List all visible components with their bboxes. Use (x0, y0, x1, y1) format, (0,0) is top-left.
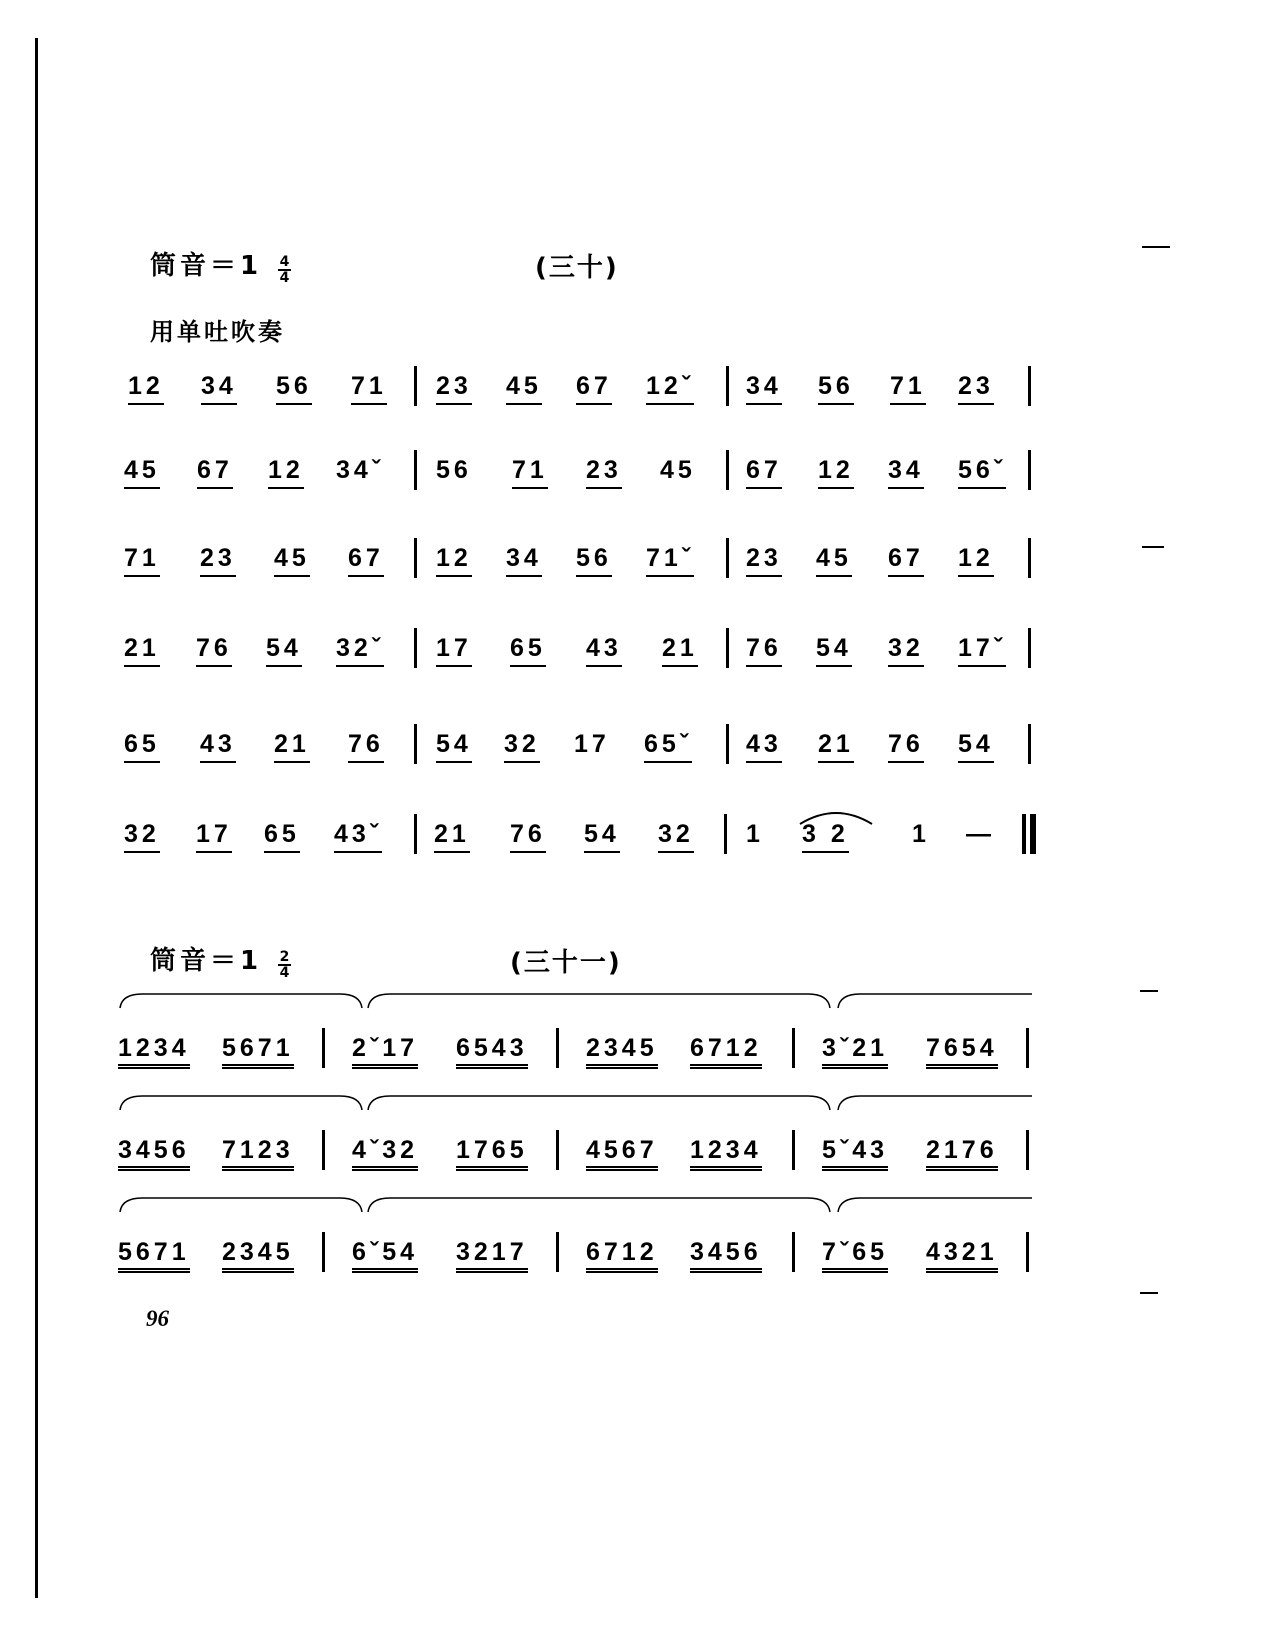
note-group: 67 (197, 456, 233, 489)
staff-line (118, 1232, 1036, 1278)
note-group: 5671 (222, 1034, 294, 1069)
note-group: 32 (888, 634, 924, 667)
note-group: 4ˇ32 (352, 1136, 418, 1171)
note-group: 76 (196, 634, 232, 667)
barline (322, 1232, 325, 1272)
time-signature: $\frac{4}{4}$ (279, 253, 290, 286)
note-group: 32ˇ (336, 634, 384, 667)
note-group: 76 (746, 634, 782, 667)
note-group: 65ˇ (644, 730, 692, 763)
note-group: 3456 (690, 1238, 762, 1273)
note-group: 17ˇ (958, 634, 1006, 667)
barline (1028, 538, 1031, 578)
note-group: 4321 (926, 1238, 998, 1273)
note-group: 3217 (456, 1238, 528, 1273)
note-group: 54 (266, 634, 302, 667)
note-group: 56 (576, 544, 612, 577)
barline (414, 366, 417, 406)
note-group: 67 (348, 544, 384, 577)
note-group: 23 (586, 456, 622, 489)
barline (1028, 628, 1031, 668)
key-signature: 筒音＝1 (150, 946, 263, 976)
phrase-slur-icon (118, 1192, 1036, 1216)
barline (322, 1130, 325, 1170)
staff-line (118, 538, 1036, 584)
barline (726, 724, 729, 764)
note-group: 45 (816, 544, 852, 577)
barline (1028, 450, 1031, 490)
note-group: 12 (436, 544, 472, 577)
note-group: 23 (746, 544, 782, 577)
note-group: 65 (510, 634, 546, 667)
note-group: 12 (128, 372, 164, 405)
note-group: 76 (888, 730, 924, 763)
barline (724, 814, 727, 854)
note-group: 17 (436, 634, 472, 667)
note-group: 6543 (456, 1034, 528, 1069)
note-group: 45 (274, 544, 310, 577)
barline (1026, 1028, 1029, 1068)
note-group: 1234 (118, 1034, 190, 1069)
phrase-slur-icon (118, 1090, 1036, 1114)
barline (1028, 724, 1031, 764)
note-group: 7123 (222, 1136, 294, 1171)
note-group: 43 (200, 730, 236, 763)
note-group: 32 (124, 820, 160, 853)
note-group: 7ˇ65 (822, 1238, 888, 1273)
barline (556, 1028, 559, 1068)
note-group: 6712 (690, 1034, 762, 1069)
note-group: 2345 (222, 1238, 294, 1273)
barline (414, 538, 417, 578)
edge-mark (1140, 1292, 1158, 1294)
note-group: 1234 (690, 1136, 762, 1171)
note-group: 34ˇ (336, 456, 385, 484)
playing-instruction: 用单吐吹奏 (150, 318, 285, 346)
note-group: 3ˇ21 (822, 1034, 888, 1069)
barline (414, 628, 417, 668)
staff-line (118, 450, 1036, 496)
note-group: 6712 (586, 1238, 658, 1273)
note-group: 76 (510, 820, 546, 853)
edge-mark (1142, 546, 1164, 548)
note-group: 5671 (118, 1238, 190, 1273)
note-group: 34 (746, 372, 782, 405)
note-group: 23 (436, 372, 472, 405)
barline (556, 1130, 559, 1170)
note-group: 71 (351, 372, 387, 405)
barline (556, 1232, 559, 1272)
note-group: 21 (818, 730, 854, 763)
note-group: 43 (746, 730, 782, 763)
note-group: 54 (816, 634, 852, 667)
note-group: 32 (658, 820, 694, 853)
note-group: 21 (274, 730, 310, 763)
note-group: 21 (662, 634, 698, 667)
note-group: 17 (196, 820, 232, 853)
note-group: 3456 (118, 1136, 190, 1171)
note-group: 67 (746, 456, 782, 489)
note-group: 6ˇ54 (352, 1238, 418, 1273)
note-group: 65 (264, 820, 300, 853)
note-group: 76 (348, 730, 384, 763)
note-group: 12 (958, 544, 994, 577)
note-group: 45 (124, 456, 160, 489)
note-group: 34 (201, 372, 237, 405)
note-group: 12 (818, 456, 854, 489)
final-barline-thick (1030, 814, 1036, 854)
time-signature: $\frac{2}{4}$ (279, 948, 290, 981)
note-group: 65 (124, 730, 160, 763)
note-group: 1 (746, 820, 764, 848)
note-group: 34 (888, 456, 924, 489)
note-group: 45 (660, 456, 696, 484)
note-group: 17 (574, 730, 610, 758)
barline (792, 1028, 795, 1068)
note-group: — (966, 820, 995, 848)
note-group: 21 (124, 634, 160, 667)
note-group: 56 (436, 456, 472, 484)
note-group: 71ˇ (646, 544, 694, 577)
note-group: 2345 (586, 1034, 658, 1069)
staff-line (118, 1130, 1036, 1176)
note-group: 67 (576, 372, 612, 405)
key-signature: 筒音＝1 (150, 251, 263, 281)
staff-line (118, 814, 1036, 860)
barline (1026, 1232, 1029, 1272)
barline (1026, 1130, 1029, 1170)
barline (414, 724, 417, 764)
note-group: 3 2 (802, 820, 849, 853)
note-group: 4567 (586, 1136, 658, 1171)
note-group: 23 (958, 372, 994, 405)
note-group: 54 (958, 730, 994, 763)
phrase-slur-icon (118, 988, 1036, 1012)
note-group: 12ˇ (646, 372, 694, 405)
page-number: 96 (146, 1306, 169, 1331)
edge-mark (1142, 246, 1170, 248)
note-group: 71 (512, 456, 548, 489)
note-group: 2ˇ17 (352, 1034, 418, 1069)
note-group: 54 (584, 820, 620, 853)
note-group: 12 (268, 456, 304, 489)
piece-31-title: (三十一) (510, 948, 622, 978)
barline (414, 450, 417, 490)
barline (726, 538, 729, 578)
note-group: 54 (436, 730, 472, 763)
barline (792, 1130, 795, 1170)
note-group: 71 (124, 544, 160, 577)
note-group: 43 (586, 634, 622, 667)
piece-31-key (150, 940, 291, 980)
note-group: 71 (890, 372, 926, 405)
barline (726, 450, 729, 490)
note-group: 21 (434, 820, 470, 853)
note-group: 56 (276, 372, 312, 405)
note-group: 32 (504, 730, 540, 763)
staff-line (118, 366, 1036, 412)
note-group: 56 (818, 372, 854, 405)
note-group: 34 (506, 544, 542, 577)
note-group: 67 (888, 544, 924, 577)
page-binding-line (35, 38, 38, 1598)
note-group: 43ˇ (334, 820, 382, 853)
final-barline-thin (1022, 814, 1026, 854)
edge-mark (1140, 990, 1158, 992)
barline (726, 366, 729, 406)
note-group: 2176 (926, 1136, 998, 1171)
barline (726, 628, 729, 668)
note-group: 5ˇ43 (822, 1136, 888, 1171)
barline (792, 1232, 795, 1272)
note-group: 23 (200, 544, 236, 577)
note-group: 1765 (456, 1136, 528, 1171)
barline (322, 1028, 325, 1068)
note-group: 45 (506, 372, 542, 405)
note-group: 56ˇ (958, 456, 1006, 489)
staff-line (118, 724, 1036, 770)
piece-30-key (150, 245, 291, 285)
staff-line (118, 628, 1036, 674)
note-group: 1 (912, 820, 930, 848)
barline (1028, 366, 1031, 406)
staff-line (118, 1028, 1036, 1074)
piece-30-title: (三十) (535, 253, 619, 283)
note-group: 7654 (926, 1034, 998, 1069)
barline (414, 814, 417, 854)
